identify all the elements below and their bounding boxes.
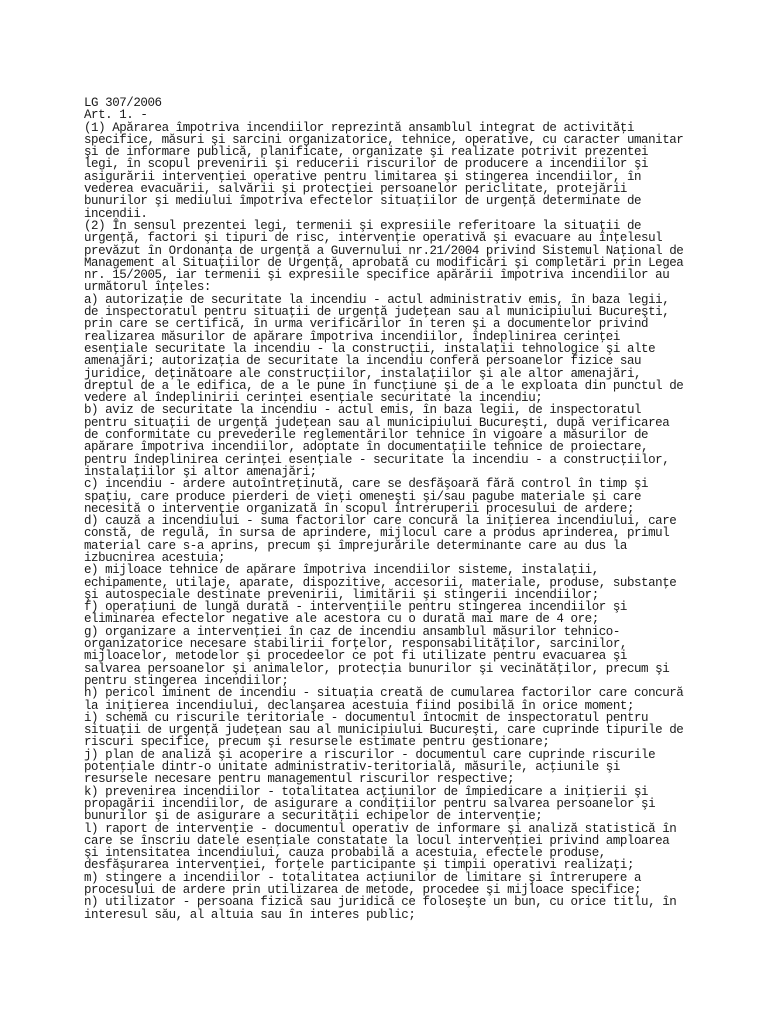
- text-line: h) pericol iminent de incendiu - situaţia creată de cumularea factorilor care concură: [84, 686, 684, 701]
- text-line: material care s-a aprins, precum şi împrejurările determinante care au dus la: [84, 538, 627, 553]
- text-line: esenţiale securitate la incendiu - la construcţii, instalaţii tehnologice şi alte: [84, 341, 656, 356]
- text-line: e) mijloace tehnice de apărare împotriva incendiilor sisteme, instalaţii,: [84, 563, 599, 578]
- text-line: riscuri specifice, precum şi resursele estimate pentru gestionare;: [84, 735, 550, 750]
- text-line: m) stingere a incendiilor - totalitatea acţiunilor de limitare şi întrerupere a: [84, 870, 642, 885]
- text-line: j) plan de analiză şi acoperire a riscurilor - documentul care cuprinde riscurile: [84, 747, 656, 762]
- text-line: la iniţierea incendiului, declanşarea acestuia fiind posibilă în orice moment;: [84, 698, 634, 713]
- text-line: situaţii de urgenţă judeţean sau al municipiului Bucureşti, care cuprinde tipurile de: [84, 723, 684, 738]
- text-line: n) utilizator - persoana fizică sau juridică ce foloseşte un bun, cu orice titlu, în: [84, 895, 677, 910]
- text-line: l) raport de intervenţie - documentul operativ de informare şi analiză statistică în: [84, 821, 677, 836]
- text-line: f) operaţiuni de lungă durată - intervenţiile pentru stingerea incendiilor şi: [84, 600, 627, 615]
- text-line: şi de informare publică, planificate, organizate şi realizate potrivit prezentei: [84, 145, 649, 160]
- text-line: potenţiale dintr-o unitate administrativ-teritorială, măsurile, acţiunile şi: [84, 760, 620, 775]
- text-line: eliminarea efectelor negative ale acestora cu o durată mai mare de 4 ore;: [84, 612, 599, 627]
- text-line: propagării incendiilor, de asigurare a condiţiilor pentru salvarea persoanelor şi: [84, 796, 656, 811]
- text-line: prin care se certifică, în urma verificărilor în teren şi a documentelor privind: [84, 317, 649, 332]
- text-line: specifice, măsuri şi sarcini organizatorice, tehnice, operative, cu caracter umanitar: [84, 132, 684, 147]
- text-line: asigurării intervenţiei operative pentru limitarea şi stingerea incendiilor, în: [84, 169, 642, 184]
- document-body: [84, 97, 684, 921]
- text-line: pentru situaţii de urgenţă judeţean sau al municipiului Bucureşti, după verificarea: [84, 415, 670, 430]
- text-line: următorul înţeles:: [84, 280, 211, 295]
- text-line: dreptul de a le edifica, de a le pune în funcţiune şi de a le exploata din punctul de: [84, 378, 684, 393]
- text-line: pentru stingerea incendiilor;: [84, 673, 289, 688]
- text-line: mijloacelor, metodelor şi procedeelor ce pot fi utilizate pentru evacuarea şi: [84, 649, 627, 664]
- text-line: urgenţă, factori şi tipuri de risc, intervenţie operativă şi evacuare au înţelesul: [84, 231, 663, 246]
- text-line: procesului de ardere prin utilizarea de metode, procedee şi mijloace specifice;: [84, 883, 642, 897]
- text-line: de inspectoratul pentru situaţii de urgenţă judeţean sau al municipiului Bucureşti,: [84, 305, 670, 320]
- text-line: resursele necesare pentru managementul riscurilor respective;: [84, 772, 515, 787]
- text-line: b) aviz de securitate la incendiu - actul emis, în baza legii, de inspectoratul: [84, 403, 642, 418]
- text-line: vederea evacuării, salvării şi protecţiei persoanelor periclitate, protejării: [84, 182, 627, 197]
- text-line: (1) Apărarea împotriva incendiilor reprezintă ansamblul integrat de activităţi: [84, 120, 634, 135]
- text-line: care se înscriu datele esenţiale constatate la locul intervenţiei privind amploarea: [84, 833, 670, 848]
- text-line: şi autospeciale destinate prevenirii, limitării şi stingerii incendiilor;: [84, 587, 599, 602]
- text-line: Art. 1. -: [84, 108, 148, 123]
- text-line: amenajări; autorizaţia de securitate la incendiu conferă persoanelor fizice sau: [84, 354, 642, 369]
- text-line: prevăzut în Ordonanţa de urgenţă a Guvernului nr.21/2004 privind Sistemul Naţional de: [84, 243, 684, 258]
- text-line: necesită o intervenţie organizată în scopul întreruperii procesului de ardere;: [84, 501, 634, 516]
- text-line: LG 307/2006: [84, 96, 162, 110]
- text-line: incendii.: [84, 206, 148, 221]
- text-line: legi, în scopul prevenirii şi reducerii riscurilor de producere a incendiilor şi: [84, 157, 649, 172]
- text-line: izbucnirea acestuia;: [84, 550, 226, 565]
- text-line: desfăşurarea intervenţiei, forţele participante şi timpii operativi realizaţi;: [84, 858, 634, 873]
- text-line: c) incendiu - ardere autoîntreţinută, care se desfăşoară fără control în timp şi: [84, 477, 649, 492]
- text-line: organizatorice necesare stabilirii forţelor, responsabilităţilor, sarcinilor,: [84, 637, 627, 652]
- text-line: d) cauză a incendiului - suma factorilor care concură la iniţierea incendiului, care: [84, 514, 677, 529]
- text-line: salvarea persoanelor şi animalelor, protecţia bunurilor şi vecinătăţilor, precum şi: [84, 661, 670, 676]
- text-line: realizarea măsurilor de apărare împotriva incendiilor, îndeplinirea cerinţei: [84, 329, 620, 344]
- text-line: apărare împotriva incendiilor, adoptate în documentaţiile tehnice de proiectare,: [84, 440, 649, 455]
- text-line: a) autorizaţie de securitate la incendiu - actul administrativ emis, în baza legii,: [84, 292, 670, 307]
- text-line: pentru îndeplinirea cerinţei esenţiale - securitate la incendiu - a construcţiilor,: [84, 452, 670, 467]
- text-line: k) prevenirea incendiilor - totalitatea acţiunilor de împiedicare a iniţierii şi: [84, 784, 649, 799]
- text-line: bunurilor şi mediului împotriva efectelor situaţiilor de urgenţă determinate de: [84, 194, 642, 209]
- text-line: constă, de regulă, în sursa de aprindere, mijlocul care a produs aprinderea, primul: [84, 526, 670, 541]
- text-line: instalaţiilor şi altor amenajări;: [84, 464, 317, 479]
- text-line: echipamente, utilaje, aparate, dispozitive, accesorii, materiale, produse, substanţe: [84, 575, 677, 590]
- text-line: juridice, deţinătoare ale construcţiilor, instalaţiilor şi ale altor amenajări,: [84, 366, 642, 381]
- text-line: interesul său, al altuia sau în interes public;: [84, 907, 416, 922]
- text-line: i) schemă cu riscurile teritoriale - documentul întocmit de inspectoratul pentru: [84, 710, 649, 725]
- text-line: vedere al îndeplinirii cerinţei esenţiale securitate la incendiu;: [84, 391, 543, 406]
- text-line: nr. 15/2005, iar termenii şi expresiile specifice apărării împotriva incendiilor au: [84, 268, 670, 283]
- text-line: bunurilor şi de asigurare a securităţii echipelor de intervenţie;: [84, 809, 543, 824]
- text-line: g) organizare a intervenţiei în caz de incendiu ansamblul măsurilor tehnico-: [84, 624, 620, 639]
- text-line: Management al Situaţiilor de Urgenţă, aprobată cu modificări şi completări prin Legea: [84, 255, 684, 270]
- text-line: şi intensitatea incendiului, cauza probabilă a acestuia, efectele produse,: [84, 846, 606, 861]
- text-line: (2) În sensul prezentei legi, termenii şi expresiile referitoare la situaţii de: [84, 218, 642, 233]
- text-line: spaţiu, care produce pierderi de vieţi omeneşti şi/sau pagube materiale şi care: [84, 489, 642, 504]
- text-line: de conformitate cu prevederile reglementărilor tehnice în vigoare a măsurilor de: [84, 428, 649, 443]
